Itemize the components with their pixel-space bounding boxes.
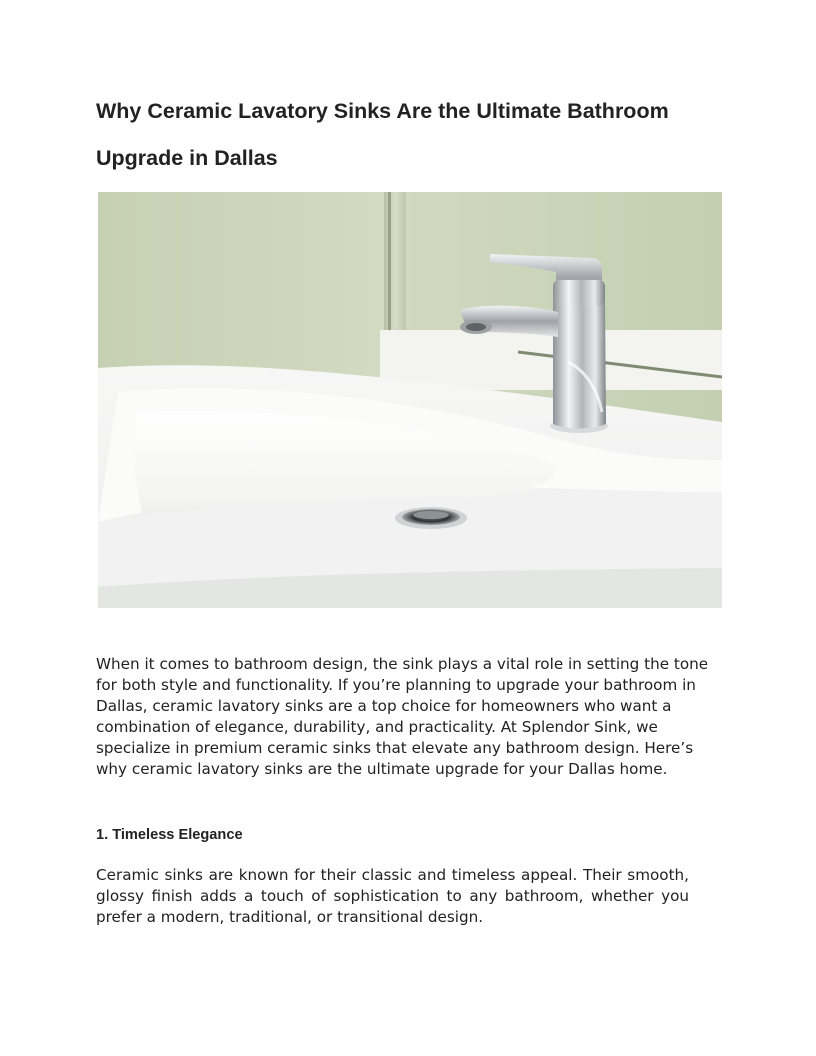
sink-photo	[98, 192, 722, 608]
intro-paragraph: When it comes to bathroom design, the sink plays a vital role in setting the tone for both style and functionality. If you’re planning to upgrade your bathroom in Dallas, ceramic lavatory sinks are a top choice for homeowners who want a combination of elegance, durability, and practicality. At Splendor Sink, we specialize in premium ceramic sinks that elevate any bathroom design. Here’s why ceramic lavatory sinks are the ultimate upgrade for your Dallas home.	[96, 655, 709, 779]
section-heading: 1. Timeless Elegance	[96, 827, 243, 843]
section-paragraph: Ceramic sinks are known for their classic and timeless appeal. Their smooth, glossy finish adds a touch of sophistication to any bathroom, whether you prefer a modern, traditional, or transitional design.	[96, 866, 689, 927]
article-title: Why Ceramic Lavatory Sinks Are the Ultimate Bathroom Upgrade in Dallas	[96, 99, 669, 170]
